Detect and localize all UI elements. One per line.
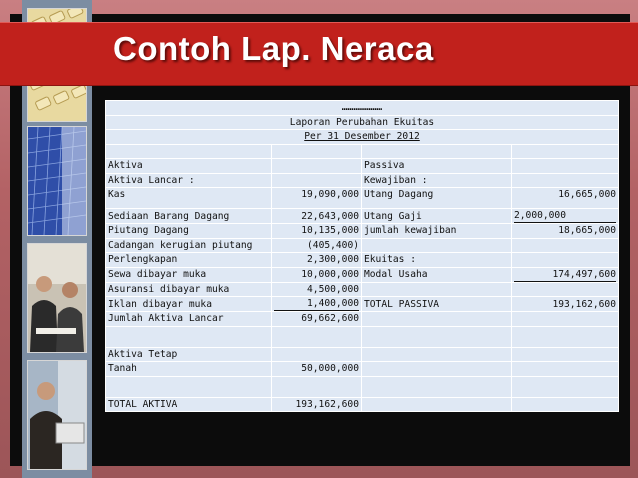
table-row xyxy=(106,312,619,327)
table-cell: 4,500,000 xyxy=(272,282,362,297)
table-cell: 10,135,000 xyxy=(272,224,362,239)
table-cell xyxy=(362,347,512,362)
table-cell xyxy=(272,347,362,362)
table-cell xyxy=(512,326,619,347)
table-cell: 69,662,600 xyxy=(272,312,362,327)
table-cell xyxy=(362,312,512,327)
table-cell xyxy=(272,326,362,347)
table-cell: Piutang Dagang xyxy=(106,224,272,239)
table-cell xyxy=(272,144,362,159)
table-cell: Utang Dagang xyxy=(362,188,512,209)
table-row xyxy=(106,282,619,297)
table-cell xyxy=(512,144,619,159)
iklan-value: 1,400,000 xyxy=(274,297,359,311)
table-cell: 16,665,000 xyxy=(512,188,619,209)
table-cell: Kewajiban : xyxy=(362,173,512,188)
table-row xyxy=(106,397,619,412)
table-row xyxy=(106,347,619,362)
slide-title: Contoh Lap. Neraca xyxy=(113,30,434,67)
table-cell xyxy=(106,326,272,347)
table-header-row xyxy=(106,115,619,130)
table-row xyxy=(106,224,619,239)
table-row xyxy=(106,209,619,224)
table-cell: Asuransi dibayar muka xyxy=(106,282,272,297)
table-header-row xyxy=(106,130,619,145)
total-passiva-value: 193,162,600 xyxy=(512,297,619,312)
table-cell xyxy=(272,173,362,188)
table-row xyxy=(106,173,619,188)
table-cell: 19,090,000 xyxy=(272,188,362,209)
table-cell: 22,643,000 xyxy=(272,209,362,224)
total-aktiva-value: 193,162,600 xyxy=(272,397,362,412)
table-cell: jumlah kewajiban xyxy=(362,224,512,239)
table-cell xyxy=(362,144,512,159)
modal-usaha-value: 174,497,600 xyxy=(514,268,616,282)
table-cell: Ekuitas : xyxy=(362,253,512,268)
table-cell xyxy=(512,376,619,397)
table-cell: Sediaan Barang Dagang xyxy=(106,209,272,224)
table-cell xyxy=(362,362,512,377)
office-worker-photo xyxy=(27,360,87,470)
table-cell: Modal Usaha xyxy=(362,267,512,282)
table-cell: Sewa dibayar muka xyxy=(106,267,272,282)
table-cell: 10,000,000 xyxy=(272,267,362,282)
table-cell: Utang Gaji xyxy=(362,209,512,224)
table-cell: Aktiva Tetap xyxy=(106,347,272,362)
table-cell: (405,400) xyxy=(272,238,362,253)
report-date: Per 31 Desember 2012 xyxy=(304,131,420,143)
table-cell xyxy=(362,376,512,397)
table-cell: 50,000,000 xyxy=(272,362,362,377)
table-cell xyxy=(512,238,619,253)
table-cell xyxy=(512,362,619,377)
table-row xyxy=(106,362,619,377)
business-meeting-photo xyxy=(27,243,87,353)
table-cell xyxy=(512,159,619,174)
table-cell xyxy=(512,282,619,297)
table-cell: 2,300,000 xyxy=(272,253,362,268)
report-name: Laporan Perubahan Ekuitas xyxy=(106,115,619,130)
table-cell xyxy=(512,397,619,412)
balance-sheet-table xyxy=(105,100,619,412)
table-cell xyxy=(512,173,619,188)
table-row xyxy=(106,376,619,397)
table-cell: Tanah xyxy=(106,362,272,377)
grid-document-photo xyxy=(27,126,87,236)
table-cell xyxy=(512,312,619,327)
table-row xyxy=(106,238,619,253)
table-cell xyxy=(512,347,619,362)
table-cell xyxy=(362,397,512,412)
table-row xyxy=(106,188,619,209)
table-cell: Perlengkapan xyxy=(106,253,272,268)
table-cell: Iklan dibayar muka xyxy=(106,297,272,312)
table-cell xyxy=(106,376,272,397)
utang-gaji-value: 2,000,000 xyxy=(514,209,616,223)
table-cell xyxy=(512,253,619,268)
table-cell xyxy=(362,326,512,347)
table-row xyxy=(106,144,619,159)
section-heading-passiva: Passiva xyxy=(362,159,512,174)
table-cell: Kas xyxy=(106,188,272,209)
table-row xyxy=(106,267,619,282)
table-cell: 18,665,000 xyxy=(512,224,619,239)
table-row xyxy=(106,253,619,268)
company-name: ………………… xyxy=(106,101,619,116)
section-heading-aktiva: Aktiva xyxy=(106,159,272,174)
table-row xyxy=(106,159,619,174)
table-cell xyxy=(362,238,512,253)
table-cell xyxy=(362,282,512,297)
table-row xyxy=(106,297,619,312)
table-header-row xyxy=(106,101,619,116)
table-cell: Jumlah Aktiva Lancar xyxy=(106,312,272,327)
table-cell: Aktiva Lancar : xyxy=(106,173,272,188)
total-passiva-label: TOTAL PASSIVA xyxy=(362,297,512,312)
table-cell: Cadangan kerugian piutang xyxy=(106,238,272,253)
total-aktiva-label: TOTAL AKTIVA xyxy=(106,397,272,412)
table-row xyxy=(106,326,619,347)
table-cell xyxy=(106,144,272,159)
table-cell xyxy=(272,159,362,174)
table-cell xyxy=(272,376,362,397)
